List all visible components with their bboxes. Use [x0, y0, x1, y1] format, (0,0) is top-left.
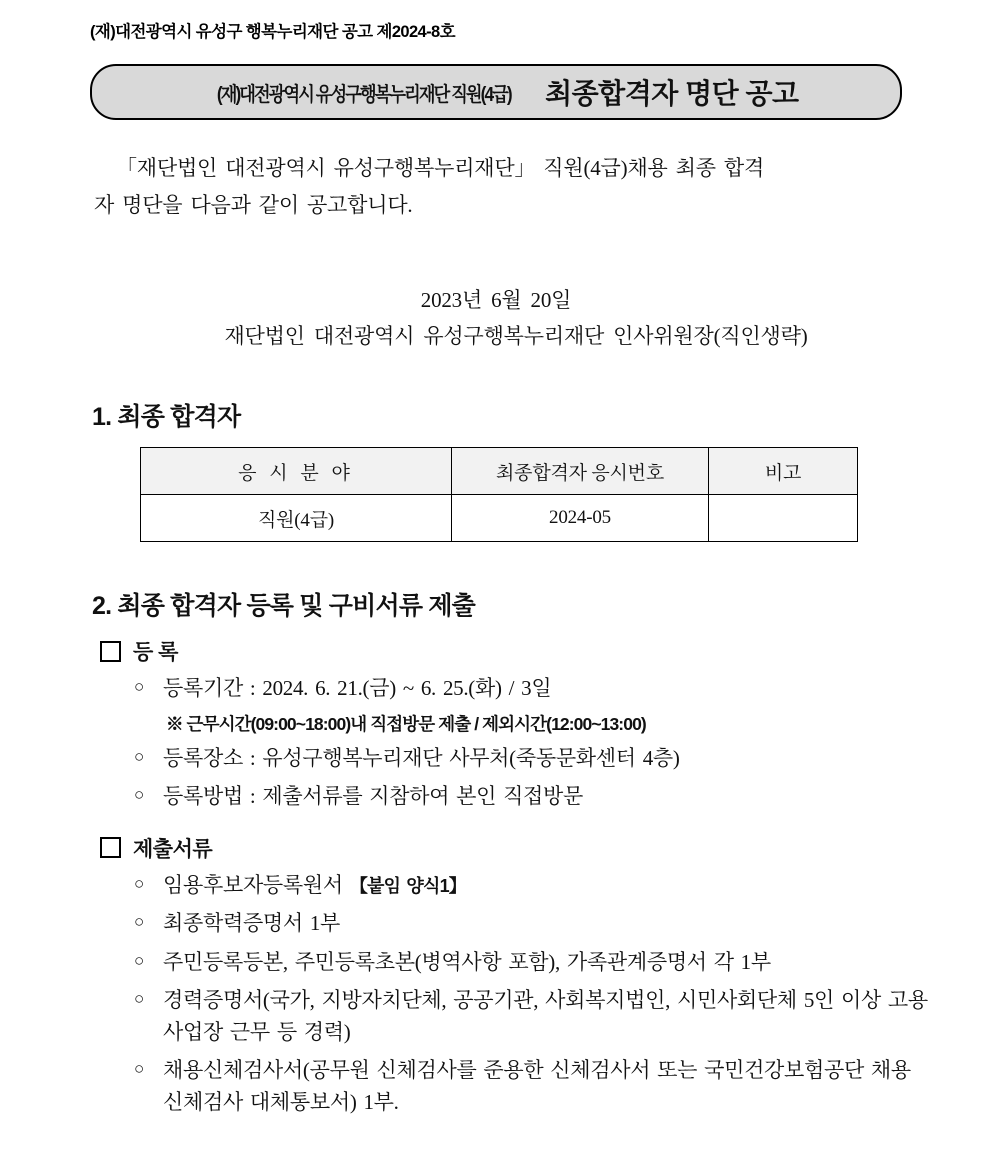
intro-line-2: 자 명단을 다음과 같이 공고합니다.: [94, 192, 413, 217]
list-item: [134, 947, 932, 979]
list-item: [134, 908, 932, 940]
circle-marker-icon: ○: [134, 873, 144, 893]
column-header-field: 응 시 분 야: [141, 448, 452, 495]
registration-place: 등록장소 : 유성구행복누리재단 사무처(죽동문화센터 4층): [163, 745, 680, 770]
document-item-text: 채용신체검사서(공무원 신체검사를 준용한 신체검사서 또는 국민건강보험공단 채용 신체검사 대체통보서) 1부.: [163, 1058, 911, 1114]
title-prefix: (재)대전광역시 유성구행복누리재단 직원(4급): [217, 83, 512, 106]
column-header-number: 최종합격자 응시번호: [452, 448, 709, 495]
list-item: [134, 985, 932, 1048]
circle-marker-icon: ○: [134, 912, 144, 931]
section-heading-2: 2. 최종 합격자 등록 및 구비서류 제출: [92, 592, 476, 620]
registration-label: 등 록: [133, 641, 178, 664]
circle-marker-icon: ○: [134, 746, 144, 766]
circle-marker-icon: ○: [134, 989, 144, 1008]
circle-marker-icon: ○: [134, 785, 144, 804]
checkbox-icon: [100, 837, 121, 858]
intro-line-1: 「재단법인 대전광역시 유성구행복누리재단」 직원(4급)채용 최종 합격: [116, 156, 765, 180]
document-item-attachment: 【붙임 양식1】: [349, 875, 466, 896]
list-item: [134, 673, 932, 705]
table-row: [141, 495, 858, 542]
documents-label: 제출서류: [133, 837, 213, 861]
document-item-text: 경력증명서(국가, 지방자치단체, 공공기관, 사회복지법인, 시민사회단체 5인 이상 고용 사업장 근무 등 경력): [163, 988, 928, 1044]
table-header-row: [141, 448, 858, 495]
registration-block: [100, 636, 932, 1118]
checkbox-item-registration: [100, 636, 932, 666]
document-item-text: 주민등록등본, 주민등록초본(병역사항 포함), 가족관계증명서 각 1부: [163, 949, 771, 974]
date-block: [60, 282, 932, 356]
cell-field: 직원(4급): [141, 495, 452, 542]
list-item: [134, 743, 932, 775]
document-title-bar: [90, 64, 902, 120]
list-item: [134, 870, 932, 902]
cell-number: 2024-05: [452, 495, 709, 542]
announcement-date: 2023년 6월 20일: [420, 287, 572, 312]
document-item-text: 임용후보자등록원서 【붙임 양식1】: [163, 872, 466, 897]
circle-marker-icon: ○: [134, 1059, 144, 1078]
list-item: [134, 781, 932, 813]
registration-period: 등록기간 : 2024. 6. 21.(금) ~ 6. 25.(화) / 3일: [163, 676, 552, 700]
circle-marker-icon: ○: [134, 950, 144, 970]
circle-marker-icon: ○: [134, 677, 144, 696]
issuer-name: 재단법인 대전광역시 유성구행복누리재단 인사위원장(직인생략): [224, 324, 808, 349]
column-header-note: 비고: [709, 448, 858, 495]
registration-method: 등록방법 : 제출서류를 지참하여 본인 직접방문: [163, 784, 584, 808]
page-title: 최종합격자 명단 공고: [545, 78, 799, 109]
document-number: (재)대전광역시 유성구 행복누리재단 공고 제2024-8호: [90, 23, 455, 41]
registration-note: ※ 근무시간(09:00~18:00)내 직접방문 제출 / 제외시간(12:00~13:00): [166, 713, 646, 734]
section-heading-1: 1. 최종 합격자: [92, 403, 241, 431]
checkbox-item-documents: [100, 833, 932, 863]
cell-note: [709, 495, 858, 542]
list-item: [134, 1055, 932, 1118]
document-item-text: 최종학력증명서 1부: [163, 911, 341, 935]
final-result-table: [140, 447, 858, 542]
intro-paragraph: [94, 150, 898, 224]
checkbox-icon: [100, 641, 121, 662]
